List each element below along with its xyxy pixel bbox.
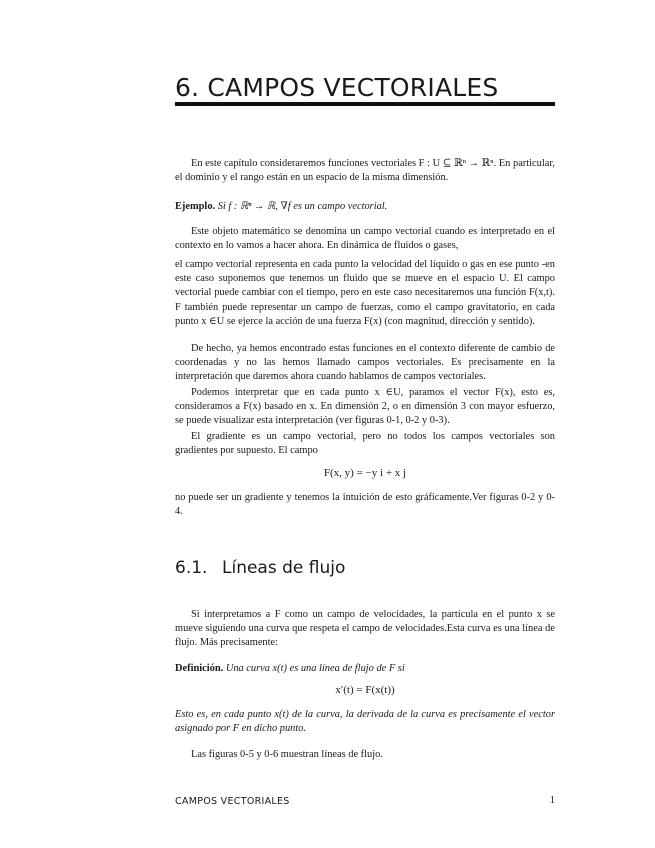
section-title [175,558,345,578]
example-label: Ejemplo. [175,201,216,212]
paragraph-3: De hecho, ya hemos encontrado estas funciones en el contexto diferente de cambio de coordenadas y no las hemos llamado campos vectoriales. Es precisamente en la interpretación que daremos ahora cuando hablamos de campos vectoriales. [175,343,555,383]
section-title-text: Líneas de flujo [222,558,346,578]
paragraph-5: El gradiente es un campo vectorial, pero no todos los campos vectoriales son gradientes por supuesto. El campo [175,431,555,457]
example-block [175,200,555,214]
chapter-title: 6. CAMPOS VECTORIALES [175,73,499,102]
paragraph-2: el campo vectorial representa en cada punto la velocidad del líquido o gas en ese punto -en este caso suponemos que tenemos un fluido que se mueve en el espacio U. El campo vectorial puede cambiar con el tiempo, pero en este caso necesitaremos una función F(x,t). F también puede representar un campo de fuerzas, como el campo gravitatorio, en cada punto x ∈U se ejerce la acción de una fuerza F(x) (con magnitud, dirección y sentido). [175,259,555,327]
section-paragraph-1: Si interpretamos a F como un campo de velocidades, la partícula en el punto x se mueve siguiendo una curva que respeta el campo de velocidades.Esta curva es una línea de flujo. Más precisamente: [175,609,555,649]
formula-2: x′(t) = F(x(t)) [335,684,395,696]
page-number: 1 [549,795,555,806]
section-number: 6.1. [175,558,208,578]
footer-running-title: CAMPOS VECTORIALES [175,796,290,807]
definition-explanation: Esto es, en cada punto x(t) de la curva, la derivada de la curva es precisamente el vector asignado por F en dicho punto. [175,709,555,735]
definition-label: Definición. [175,663,224,674]
example-text: Si f : ℝⁿ → ℝ, ∇f es un campo vectorial. [217,201,388,212]
definition-text: Una curva x(t) es una línea de flujo de F si [225,663,405,674]
formula-1: F(x, y) = −y i + x j [323,467,407,479]
paragraph-1: Este objeto matemático se denomina un campo vectorial cuando es interpretado en el contexto en lo vamos a hacer ahora. En dinámica de fluidos o gases, [175,226,555,252]
paragraph-4: Podemos interpretar que en cada punto x ∈U, paramos el vector F(x), esto es, consideramos a F(x) basado en x. En dimensión 2, o en dimensión 3 con mayor esfuerzo, se puede visualizar esta interpretación (ver figuras 0-1, 0-2 y 0-3). [175,387,555,427]
definition-block [175,662,555,676]
section-paragraph-3: Las figuras 0-5 y 0-6 muestran líneas de flujo. [191,749,383,760]
intro-paragraph: En este capítulo consideraremos funciones vectoriales F : U ⊆ ℝⁿ → ℝⁿ. En particular, el dominio y el rango están en un espacio de la misma dimensión. [175,158,555,184]
paragraph-6: no puede ser un gradiente y tenemos la intuición de esto gráficamente.Ver figuras 0-2 y 0-4. [175,492,555,518]
title-rule [175,102,555,106]
